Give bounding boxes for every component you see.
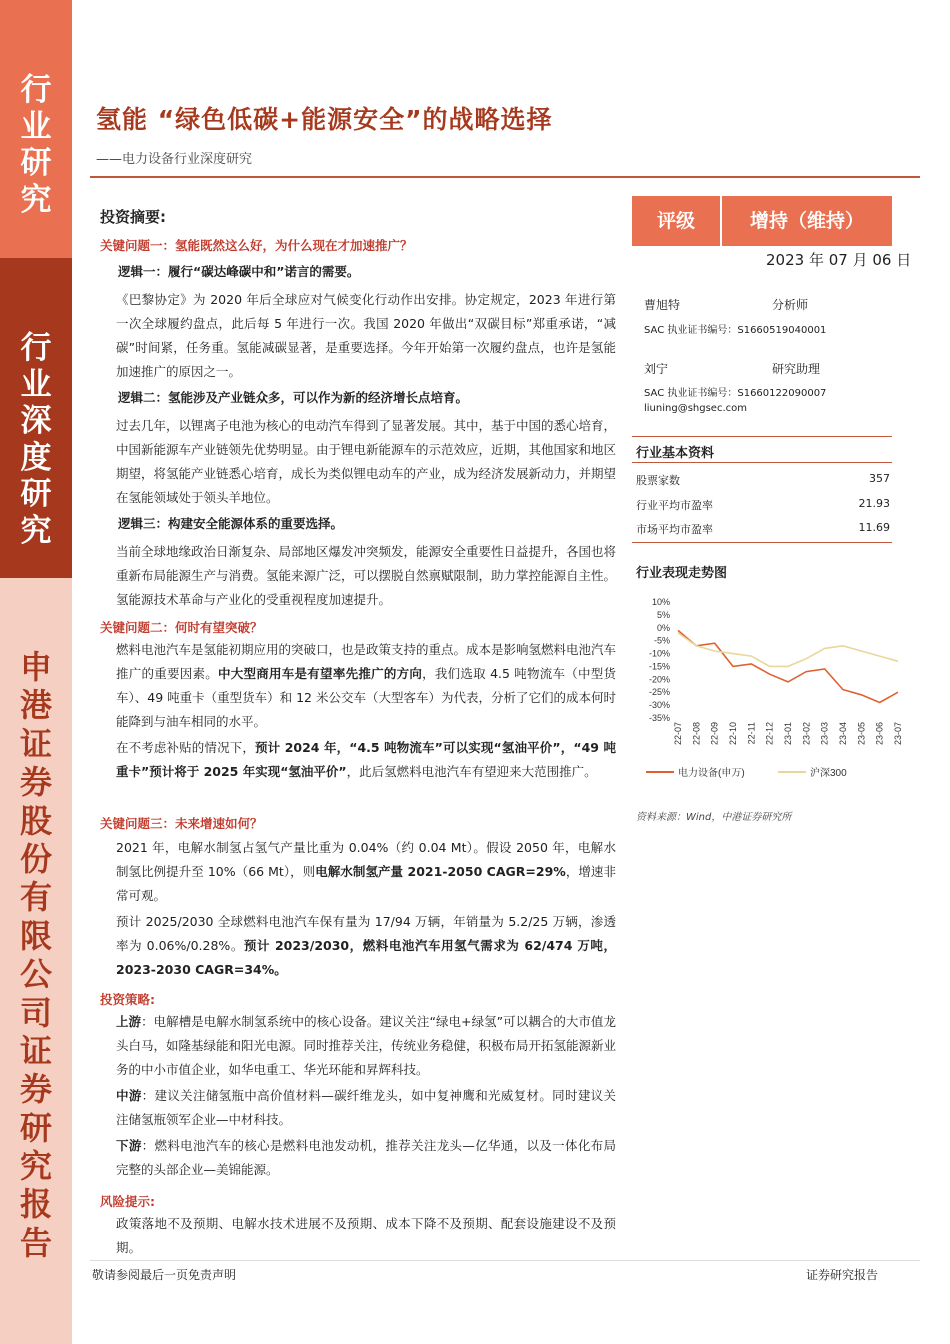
report-title: 氢能 “绿色低碳+能源安全”的战略选择 (96, 105, 553, 134)
analyst-1-cert: SAC 执业证书编号：S1660519040001 (644, 325, 827, 336)
analyst-1-role: 分析师 (772, 298, 809, 312)
x-tick-label: 22-09 (709, 722, 720, 746)
industry-performance-chart (628, 590, 908, 790)
left-sidebar (0, 0, 72, 1344)
y-tick-label: -30% (648, 700, 670, 711)
strategy-heading: 投资策略: (100, 992, 155, 1007)
x-tick-label: 22-11 (746, 722, 757, 745)
industry-row-stock-count: 股票家数 357 (636, 472, 890, 487)
key-question-1: 关键问题一：氢能既然这么好，为什么现在才加速推广？ (100, 238, 413, 253)
y-tick-label: -20% (648, 674, 670, 685)
risk-heading: 风险提示: (100, 1194, 155, 1209)
report-date: 2023 年 07 月 06 日 (766, 251, 912, 269)
sidebar-text-research: 行 业 研 究 (20, 72, 52, 218)
y-tick-label: 10% (651, 597, 670, 607)
paragraph-4: 燃料电池汽车是氢能初期应用的突破口，也是政策支持的重点。成本是影响氢燃料电池汽车推广的重要因素。中大型商用车是有望率先推广的方向，我们选取 4.5 吨物流车（中型货车）、49 吨重卡（重型货车）和 12 米公交车（大型客车）为代表，分析了它们的成本何时能降到与油车相同的水平。 (116, 642, 617, 729)
x-tick-label: 23-02 (801, 722, 812, 746)
sidebar-text-deep-research: 行 业 深 度 研 究 (20, 330, 52, 549)
logic-1: 逻辑一：履行“碳达峰碳中和”诺言的需要。 (118, 264, 360, 279)
x-tick-label: 23-01 (783, 722, 793, 746)
analyst-2-name: 刘宁 (644, 362, 669, 376)
paragraph-risk: 政策落地不及预期、电解水技术进展不及预期、成本下降不及预期、配套设施建设不及预期。 (116, 1216, 616, 1255)
analyst-1-name: 曹旭特 (644, 298, 681, 312)
paragraph-3: 当前全球地缘政治日渐复杂、局部地区爆发冲突频发，能源安全重要性日益提升，各国也将重新布局能源生产与消费。氢能来源广泛，可以摆脱自然禀赋限制，助力掌控能源自主性。氢能源技术革命与产业化的受重视程度加速提升。 (116, 544, 617, 607)
footer-disclaimer: 敬请参阅最后一页免责声明 (92, 1268, 237, 1282)
y-tick-label: -35% (648, 713, 670, 723)
y-tick-label: 5% (656, 609, 670, 620)
x-tick-label: 22-12 (764, 722, 775, 746)
y-tick-label: 0% (656, 622, 670, 633)
analyst-2-role: 研究助理 (772, 362, 821, 376)
header-divider (90, 176, 920, 178)
x-tick-label: 22-08 (691, 722, 702, 746)
paragraph-7: 预计 2025/2030 全球燃料电池汽车保有量为 17/94 万辆，年销量为 5.2/25 万辆，渗透率为 0.06%/0.28%。预计 2023/2030，燃料电池汽车用氢气需求为 62/474 万吨，2023-2030 CAGR=34%。 (116, 914, 616, 977)
logic-2: 逻辑二：氢能涉及产业链众多，可以作为新的经济增长点培育。 (118, 390, 469, 405)
footer-divider (90, 1260, 920, 1261)
chart-heading: 行业表现走势图 (636, 566, 728, 581)
series-line-csi300 (678, 633, 898, 667)
logic-3: 逻辑三：构建安全能源体系的重要选择。 (118, 516, 344, 531)
rating-label: 评级 (656, 210, 695, 232)
chart-source: 资料来源：Wind，中港证券研究所 (636, 812, 792, 823)
x-tick-label: 23-04 (838, 722, 848, 746)
legend-label: 电力设备(申万) (678, 768, 745, 779)
industry-head-line (632, 462, 892, 463)
x-tick-label: 23-05 (856, 722, 867, 746)
legend-label: 沪深300 (810, 768, 847, 779)
x-tick-label: 23-03 (819, 722, 830, 746)
analyst-2-email[interactable]: liuning@shgsec.com (644, 403, 747, 414)
report-subtitle: ——电力设备行业深度研究 (96, 152, 253, 167)
summary-heading: 投资摘要: (100, 208, 166, 226)
x-tick-label: 23-07 (893, 722, 903, 746)
industry-bottom-line (632, 542, 892, 543)
paragraph-6: 2021 年，电解水制氢占氢气产量比重为 0.04%（约 0.04 Mt）。假设 2050 年，电解水制氢比例提升至 10%（66 Mt），则电解水制氢产量 2021-2050 CAGR=29%，增速非常可观。 (116, 840, 616, 903)
key-question-3: 关键问题三：未来增速如何？ (100, 816, 263, 831)
paragraph-midstream: 中游：建议关注储氢瓶中高价值材料—碳纤维龙头，如中复神鹰和光威复材。同时建议关注储氢瓶领军企业—中材科技。 (116, 1088, 616, 1127)
y-tick-label: -15% (648, 661, 670, 672)
footer-report-type: 证券研究报告 (806, 1268, 879, 1282)
industry-row-industry-pe: 行业平均市盈率 21.93 (636, 497, 890, 512)
industry-heading: 行业基本资料 (636, 446, 715, 461)
paragraph-2: 过去几年，以锂离子电池为核心的电动汽车得到了显著发展。其中，基于中国的悉心培育，中国新能源车产业链领先优势明显。由于锂电新能源车的示范效应，近期，其他国家和地区期望，将氢能产业链悉心培育，成长为类似锂电动车的产业，成为经济发展新动力，并期望在氢能领域处于领头羊地位。 (116, 418, 617, 505)
industry-row-market-pe: 市场平均市盈率 11.69 (636, 521, 890, 536)
industry-top-line (632, 436, 892, 437)
paragraph-upstream: 上游：电解槽是电解水制氢系统中的核心设备。建议关注“绿电+绿氢”可以耦合的大市值龙头白马，如隆基绿能和阳光电源。同时推荐关注，传统业务稳健，积极布局开拓氢能源新业务的中小市值企业，如华电重工、华光环能和昇辉科技。 (116, 1014, 617, 1077)
x-tick-label: 23-06 (874, 722, 885, 746)
paragraph-5: 在不考虑补贴的情况下，预计 2024 年，“4.5 吨物流车”可以实现“氢油平价”，“49 吨重卡”预计将于 2025 年实现“氢油平价”，此后氢燃料电池汽车有望迎来大范围推广。 (116, 740, 616, 779)
sidebar-text-company: 申 港 证 券 股 份 有 限 公 司 证 券 研 究 报 告 (19, 648, 52, 1262)
y-tick-label: -25% (648, 687, 670, 698)
key-question-2: 关键问题二：何时有望突破？ (100, 620, 263, 635)
rating-value: 增持（维持） (749, 210, 864, 232)
y-tick-label: -5% (653, 635, 670, 646)
paragraph-downstream: 下游：燃料电池汽车的核心是燃料电池发动机，推荐关注龙头—亿华通，以及一体化布局完整的头部企业—美锦能源。 (116, 1138, 616, 1177)
x-tick-label: 22-10 (728, 722, 738, 746)
analyst-2-cert: SAC 执业证书编号：S1660122090007 (644, 388, 827, 399)
y-tick-label: -10% (648, 648, 670, 659)
x-tick-label: 22-07 (673, 722, 683, 746)
paragraph-1: 《巴黎协定》为 2020 年后全球应对气候变化行动作出安排。协定规定，2023 年进行第一次全球履约盘点，此后每 5 年进行一次。我国 2020 年做出“双碳目标”郑重承诺，“减碳”时间紧，任务重。氢能减碳显著，是重要选择。今年开始第一次履约盘点，也许是氢能加速推广的原因之一。 (116, 292, 616, 379)
